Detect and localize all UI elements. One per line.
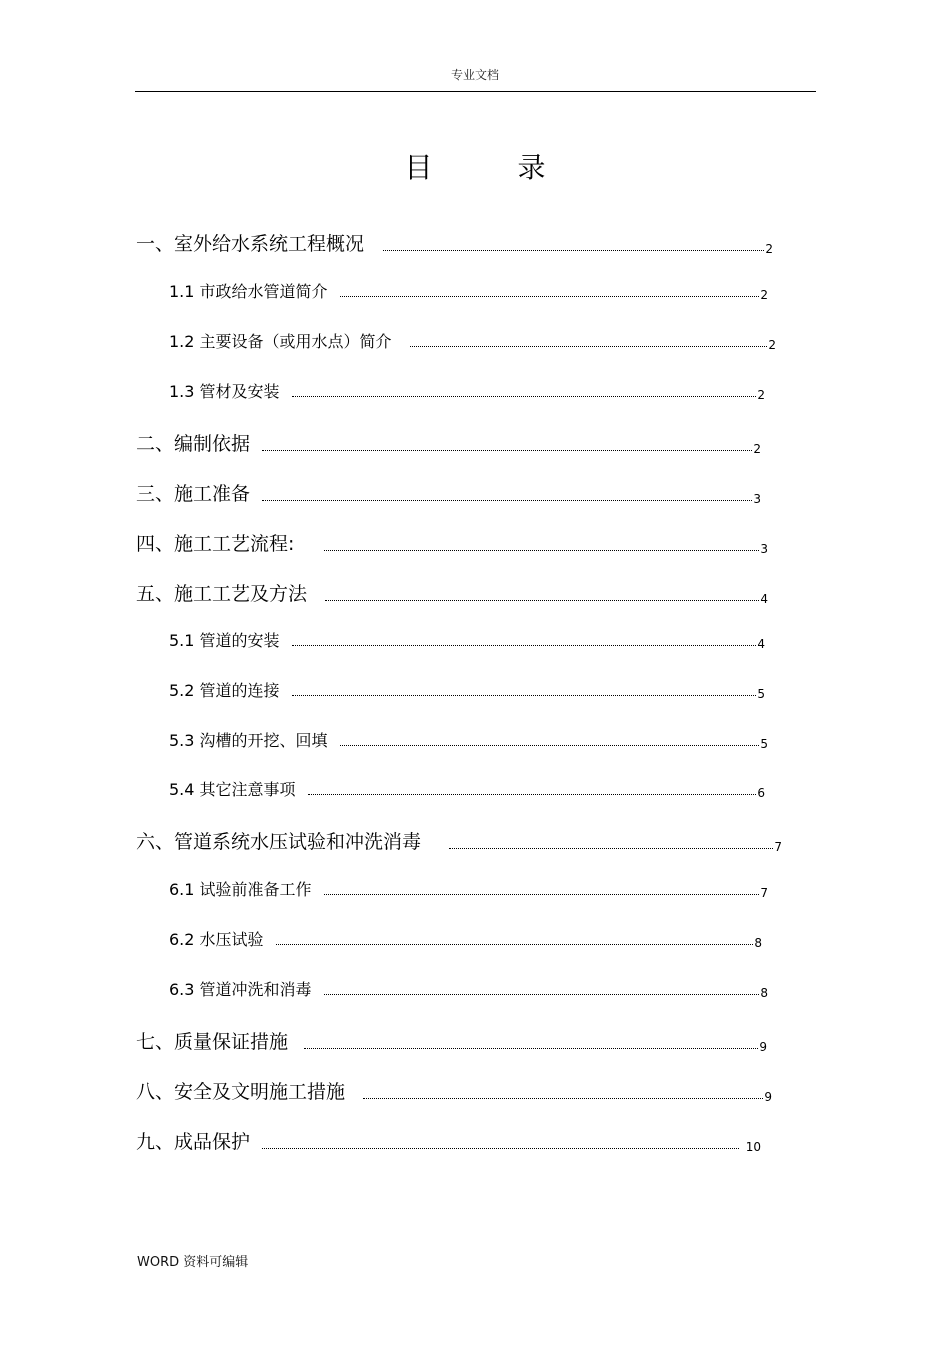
toc-leader — [276, 944, 754, 945]
toc-entry[interactable] — [169, 379, 765, 402]
toc-leader — [292, 645, 757, 646]
toc-leader — [324, 550, 759, 551]
toc-entry[interactable] — [169, 977, 768, 1000]
toc-entry-label: 五、施工工艺及方法 — [136, 583, 308, 605]
toc-entry-page: 9 — [759, 1040, 767, 1054]
toc-entry[interactable] — [169, 777, 765, 800]
toc-entry-page: 3 — [753, 492, 761, 506]
toc-entry-label: 一、室外给水系统工程概况 — [136, 233, 365, 255]
toc-entry-page: 4 — [757, 637, 765, 651]
toc-entry-label: 八、安全及文明施工措施 — [136, 1081, 346, 1103]
toc-leader — [340, 296, 760, 297]
toc-leader — [449, 848, 773, 849]
toc-entry-label: 六、管道系统水压试验和冲洗消毒 — [136, 831, 422, 853]
toc-entry-page: 8 — [760, 986, 768, 1000]
page-header: 专业文档 — [450, 68, 499, 82]
toc-entry[interactable] — [169, 927, 762, 950]
toc-leader — [262, 450, 752, 451]
toc-entry-label: 5.4 其它注意事项 — [169, 780, 296, 799]
toc-entry-page: 2 — [753, 442, 761, 456]
toc-entry[interactable] — [136, 1027, 767, 1054]
toc-entry-label: 七、质量保证措施 — [136, 1031, 289, 1053]
toc-leader — [325, 600, 759, 601]
toc-leader — [292, 396, 757, 397]
toc-entry-label: 三、施工准备 — [136, 483, 251, 505]
toc-leader — [340, 745, 760, 746]
toc-entry-label: 5.1 管道的安装 — [169, 631, 280, 650]
toc-entry-page: 2 — [768, 338, 776, 352]
toc-leader — [304, 1048, 758, 1049]
toc-entry[interactable] — [136, 1077, 772, 1104]
toc-entry[interactable] — [169, 678, 765, 701]
toc-entry[interactable] — [136, 429, 761, 456]
toc-entry[interactable] — [169, 329, 776, 352]
toc-entry-page: 4 — [760, 592, 768, 606]
toc-entry-label: 1.3 管材及安装 — [169, 382, 280, 401]
toc-entry-page: 9 — [764, 1090, 772, 1104]
toc-entry[interactable] — [136, 1127, 761, 1154]
toc-entry[interactable] — [169, 877, 768, 900]
toc-entry-page: 7 — [760, 886, 768, 900]
toc-entry[interactable] — [169, 728, 768, 751]
toc-entry[interactable] — [169, 628, 765, 651]
toc-leader — [410, 346, 768, 347]
toc-entry[interactable] — [136, 827, 782, 854]
toc-entry[interactable] — [136, 579, 768, 606]
toc-entry-label: 5.2 管道的连接 — [169, 681, 280, 700]
toc-entry-page: 5 — [760, 737, 768, 751]
toc-entry-page: 8 — [754, 936, 762, 950]
toc-entry-page: 2 — [765, 242, 773, 256]
toc-leader — [262, 500, 752, 501]
toc-leader — [363, 1098, 763, 1099]
toc-entry-page: 10 — [745, 1140, 761, 1154]
toc-entry-label: 二、编制依据 — [136, 433, 251, 455]
toc-entry-label: 6.1 试验前准备工作 — [169, 880, 312, 899]
toc-leader — [262, 1148, 739, 1149]
toc-entry-label: 四、施工工艺流程: — [136, 533, 295, 555]
toc-entry[interactable] — [136, 479, 761, 506]
toc-entry[interactable] — [136, 529, 768, 556]
toc-entry-label: 1.2 主要设备（或用水点）简介 — [169, 332, 392, 351]
toc-entry-page: 2 — [760, 288, 768, 302]
toc-entry-page: 2 — [757, 388, 765, 402]
toc-leader — [383, 250, 764, 251]
toc-entry-label: 6.3 管道冲洗和消毒 — [169, 980, 312, 999]
toc-entry-page: 5 — [757, 687, 765, 701]
toc-entry-label: 九、成品保护 — [136, 1131, 251, 1153]
page-footer: WORD 资料可编辑 — [137, 1255, 249, 1270]
toc-entry[interactable] — [136, 229, 773, 256]
toc-entry-label: 5.3 沟槽的开挖、回填 — [169, 731, 328, 750]
toc-entry-page: 3 — [760, 542, 768, 556]
toc-entry-label: 6.2 水压试验 — [169, 930, 264, 949]
toc-leader — [292, 695, 757, 696]
toc-entry-label: 1.1 市政给水管道简介 — [169, 282, 328, 301]
toc-leader — [308, 794, 757, 795]
toc-entry-page: 6 — [757, 786, 765, 800]
toc-leader — [324, 894, 760, 895]
toc-title: 目 录 — [404, 151, 584, 184]
header-rule — [135, 91, 816, 92]
toc-entry[interactable] — [169, 279, 768, 302]
toc-leader — [324, 994, 760, 995]
toc-entry-page: 7 — [774, 840, 782, 854]
